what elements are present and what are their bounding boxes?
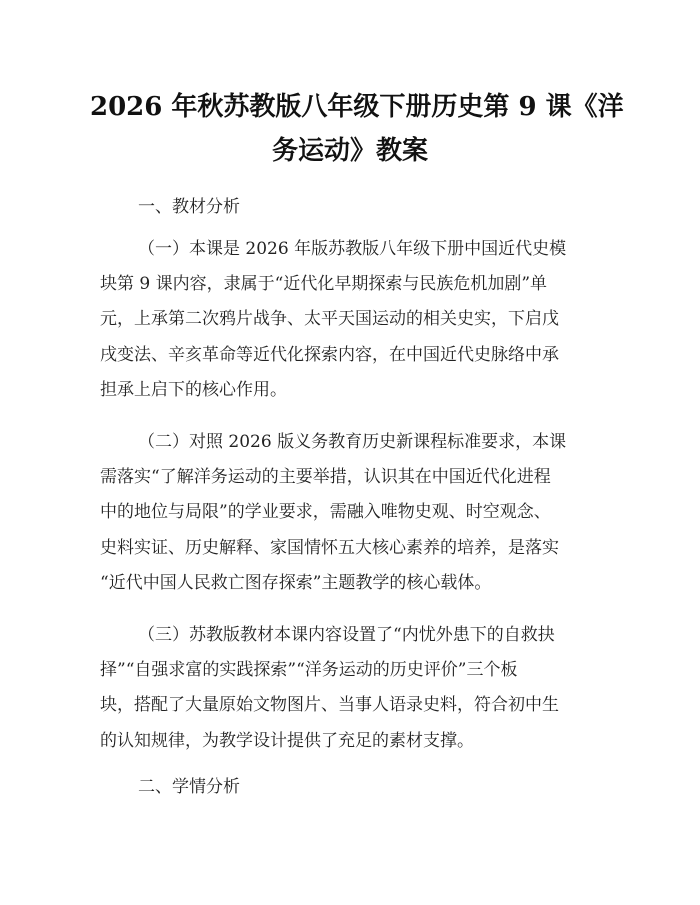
paragraph-1-line: 块第 9 课内容，隶属于“近代化早期探索与民族危机加剧”单 [100,274,548,295]
paragraph-1-line: 元，上承第二次鸦片战争、太平天国运动的相关史实，下启戊 [100,309,559,330]
paragraph-1-line: （一）本课是 2026 年版苏教版八年级下册中国近代史模 [138,239,567,259]
paragraph-3-line: （三）苏教版教材本课内容设置了“内忧外患下的自救抉 [138,625,555,645]
section-heading-textbook-analysis: 一、教材分析 [138,197,240,217]
document-title-line-1: 2026 年秋苏教版八年级下册历史第 9 课《洋 [90,92,624,122]
paragraph-3-line: 块，搭配了大量原始文物图片、当事人语录史料，符合初中生 [100,695,559,716]
paragraph-3-line: 的认知规律，为教学设计提供了充足的素材支撑。 [100,730,474,751]
paragraph-2-line: 史料实证、历史解释、家国情怀五大核心素养的培养，是落实 [100,537,559,558]
paragraph-2 [100,425,600,601]
paragraph-3-line: 择”“自强求富的实践探索”“洋务运动的历史评价”三个板 [100,660,518,681]
paragraph-1-line: 担承上启下的核心作用。 [100,379,287,400]
paragraph-1-line: 戌变法、辛亥革命等近代化探索内容，在中国近代史脉络中承 [100,344,559,365]
document-title-line-2: 务运动》教案 [271,136,428,166]
paragraph-2-line: （二）对照 2026 版义务教育历史新课程标准要求，本课 [138,432,567,452]
paragraph-2-line: 需落实“了解洋务运动的主要举措，认识其在中国近代化进程 [100,467,551,488]
paragraph-3 [100,618,600,759]
paragraph-2-line: 中的地位与局限”的学业要求，需融入唯物史观、时空观念、 [100,502,551,523]
section-heading-student-analysis: 二、学情分析 [138,777,240,797]
paragraph-1 [100,232,600,408]
paragraph-2-line: “近代中国人民救亡图存探索”主题教学的核心载体。 [100,572,492,593]
